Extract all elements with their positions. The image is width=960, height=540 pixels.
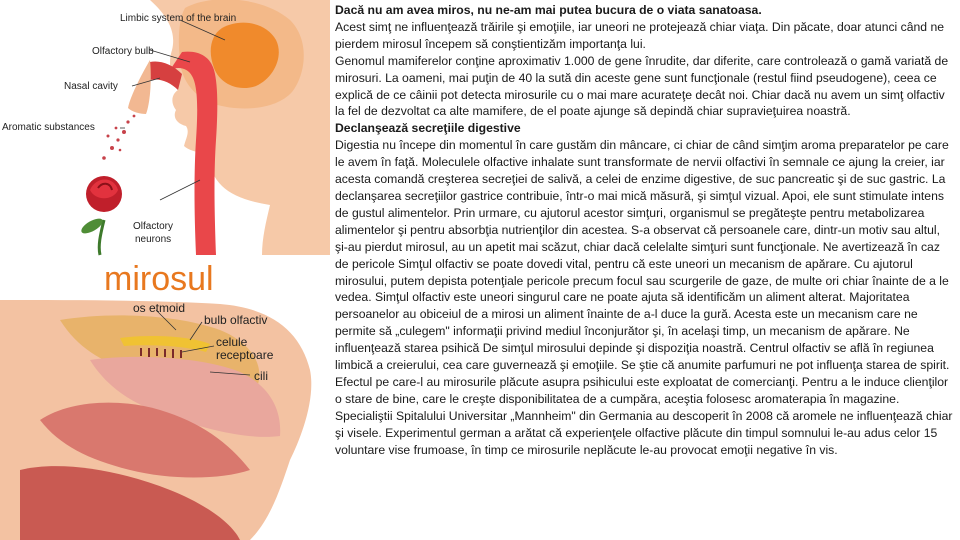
label-os-etmoid: os etmoid bbox=[133, 301, 186, 315]
article-paragraph-2: Genomul mamiferelor conţine aproximativ 1.000 de gene înrudite, dar diferite, care controlează o gamă variată de mirosuri. La oameni, mai puţin de 40 la sută din aceste gene sunt funcţionale (restul fiind pseudogene), ceea ce explică de ce câinii pot detecta mirosurile cu o mai mare acurateţe decât noi. Chiar dacă nu avem un simţ olfactiv la fel de dezvoltat ca alte mamifere, de el poate ajunge să depindă chiar supravieţuirea noastră. bbox=[335, 53, 949, 119]
label-celule: celule bbox=[216, 335, 248, 349]
label-limbic-system: Limbic system of the brain bbox=[120, 13, 237, 24]
label-nasal-cavity: Nasal cavity bbox=[64, 81, 118, 92]
article-paragraph-1: Acest simţ ne influenţează trăirile şi emoţiile, iar uneori ne protejează chiar viaţa. Din păcate, doar atunci când ne pierdem mirosul începem să conştientizăm importanţa lui. bbox=[335, 19, 945, 51]
anatomy-drawing bbox=[0, 0, 330, 540]
article-paragraph-3: Digestia nu începe din momentul în care gustăm din mâncare, ci chiar de când simţim aroma preparatelor pe care le avem în faţă. Moleculele olfactive inhalate sunt transformate de nervii olfactivi în semnale ce ajung la creier, iar acesta comandă creşterea secreţiei de salivă, a celei de enzime digestive, de suc pancreatic şi de suc gastric. La declanşarea secreţiilor gastrice contribuie, într-o mai mică măsură, şi simţul vizual. Apoi, ele sunt stimulate intens de gustul alimentelor. Prin urmare, cu ajutorul acestor simţuri, organismul se pregăteşte pentru metabolizarea alimentelor şi pentru absorbţia nutrienţilor din acestea. S-a observat că persoanele care, dintr-un motiv sau altul, şi-au pierdut mirosul, au un apetit mai scăzut, chiar dacă celelalte simţuri sunt funcţionale. Ne avertizează în caz de pericole Simţul olfactiv se poate dovedi vital, pentru că este uneori un mecanism de apărare. Cu ajutorul mirosului, putem depista potenţiale pericole precum focul sau scurgerile de gaze, de multe ori chiar înainte de a le vedea. Simţul olfactiv este uneori singurul care ne poate ajuta să identificăm un aliment alterat. Majoritatea persoanelor au obiceiul de a mirosi un aliment înainte de a-l duce la gură. Acesta este un mecanism care ne permite să „culegem" informaţii privind mediul înconjurător şi, în acelaşi timp, un mecanism de apărare. Ne influenţează starea psihică De simţul mirosului depinde şi dispoziţia noastră. Centrul olfactiv se află în regiunea limbică a creierului, cea care guvernează şi emoţiile. Se ştie că anumite parfumuri ne pot influenţa starea de spirit. Efectul pe care-l au mirosurile plăcute asupra psihicului este exploatat de comercianţi. Pentru a le induce clienţilor o stare de bine, care le creşte disponibilitatea de a cumpăra, aceştia folosesc aromaterapia în magazine. Specialiştii Spitalului Universitar „Mannheim" din Germania au descoperit în 2008 că aromele ne influenţează chiar şi visele. Experimentul german a arătat că experienţele olfactive plăcute din timpul somnului le-au adus celor 15 voluntare vise frumoase, în timp ce mirosurile neplăcute le-au provocat emoţii negative în vis. bbox=[335, 138, 953, 457]
article-body bbox=[335, 2, 955, 458]
label-bulb-olfactiv: bulb olfactiv bbox=[204, 313, 268, 327]
label-olfactory-bulb: Olfactory bulb bbox=[92, 46, 154, 57]
label-neurons: neurons bbox=[135, 234, 172, 245]
figure-title: mirosul bbox=[104, 260, 214, 298]
article-subheading: Declanşează secreţiile digestive bbox=[335, 121, 521, 136]
label-olfactory: Olfactory bbox=[133, 221, 174, 232]
article-heading: Dacă nu am avea miros, nu ne-am mai putea bucura de o viata sanatoasa. bbox=[335, 3, 762, 17]
olfaction-illustration bbox=[0, 0, 330, 540]
label-cili: cili bbox=[254, 369, 268, 383]
label-aromatic-substances: Aromatic substances bbox=[2, 122, 95, 133]
label-receptoare: receptoare bbox=[216, 348, 274, 362]
